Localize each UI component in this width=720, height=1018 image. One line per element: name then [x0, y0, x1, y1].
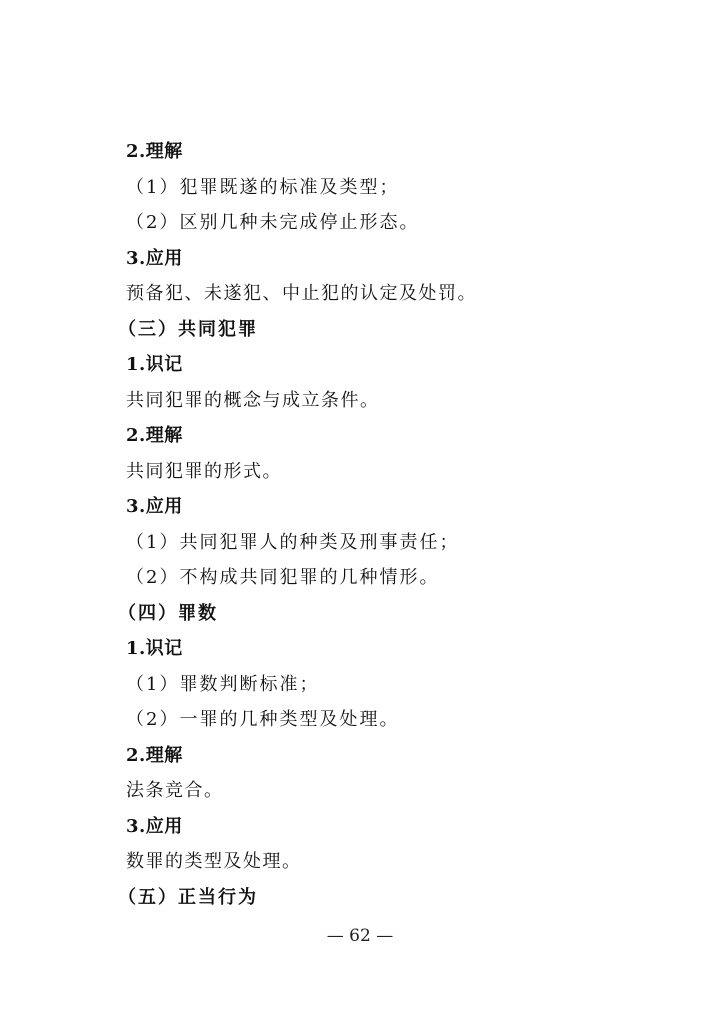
section-title-justifiable-acts: （五）正当行为 [118, 887, 258, 908]
body-text: 预备犯、未遂犯、中止犯的认定及处罚。 [126, 283, 477, 304]
body-text: 数罪的类型及处理。 [126, 851, 302, 872]
list-item: （2）一罪的几种类型及处理。 [126, 709, 400, 730]
section-title-number-of-crimes: （四）罪数 [118, 603, 218, 624]
heading-apply: 3.应用 [126, 816, 183, 837]
heading-memorize: 1.识记 [126, 354, 183, 375]
body-text: 共同犯罪的概念与成立条件。 [126, 390, 380, 411]
heading-memorize: 1.识记 [126, 638, 183, 659]
list-item: （1）共同犯罪人的种类及刑事责任； [126, 532, 460, 553]
body-text: 法条竞合。 [126, 780, 224, 801]
heading-apply: 3.应用 [126, 248, 183, 269]
heading-understand: 2.理解 [126, 141, 183, 162]
heading-understand: 2.理解 [126, 425, 183, 446]
list-item: （2）不构成共同犯罪的几种情形。 [126, 567, 440, 588]
heading-understand: 2.理解 [126, 745, 183, 766]
list-item: （2）区别几种未完成停止形态。 [126, 212, 420, 233]
list-item: （1）罪数判断标准； [126, 674, 320, 695]
list-item: （1）犯罪既遂的标准及类型； [126, 177, 400, 198]
body-text: 共同犯罪的形式。 [126, 461, 282, 482]
page-number: — 62 — [326, 926, 394, 946]
heading-apply: 3.应用 [126, 496, 183, 517]
section-title-joint-crime: （三）共同犯罪 [118, 319, 258, 340]
